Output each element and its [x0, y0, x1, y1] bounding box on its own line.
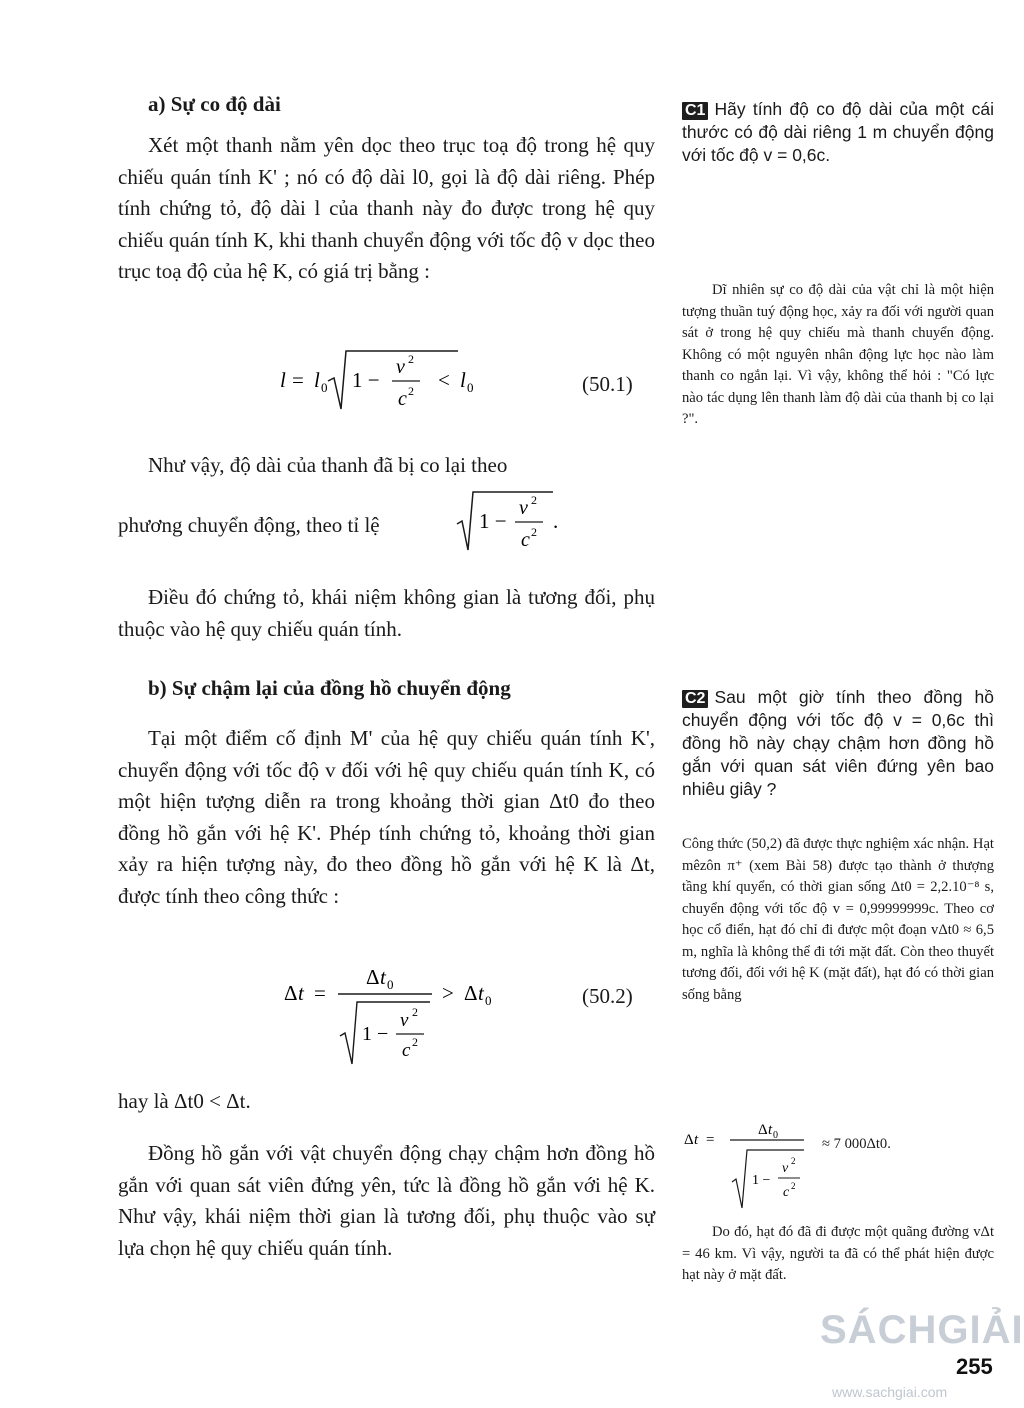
- svg-text:t: t: [478, 981, 484, 1005]
- watermark-url: www.sachgiai.com: [832, 1384, 948, 1400]
- svg-text:1 −: 1 −: [362, 1023, 389, 1045]
- svg-text:v: v: [400, 1010, 409, 1031]
- svg-text:Δ: Δ: [366, 965, 380, 989]
- svg-text:2: 2: [531, 525, 537, 539]
- sidebar-formula: [682, 1114, 812, 1214]
- svg-text:2: 2: [791, 1156, 796, 1166]
- svg-text:l: l: [314, 368, 320, 392]
- svg-text:Δ: Δ: [758, 1122, 768, 1138]
- section-a-paragraph-3: Điều đó chứng tỏ, khái niệm không gian là tương đối, phụ thuộc vào hệ quy chiếu quán tính.: [118, 585, 655, 641]
- c2-badge: C2: [682, 690, 708, 708]
- svg-text:2: 2: [412, 1035, 418, 1049]
- svg-text:=: =: [292, 368, 304, 392]
- svg-text:v: v: [396, 356, 405, 378]
- svg-text:t: t: [380, 965, 386, 989]
- svg-text:1 −: 1 −: [479, 509, 507, 533]
- svg-text:Δ: Δ: [464, 981, 478, 1005]
- section-b-hay-la: hay là Δt0 < Δt.: [118, 1089, 251, 1113]
- c1-badge: C1: [682, 102, 708, 120]
- section-b-heading: b) Sự chậm lại của đồng hồ chuyển động: [148, 676, 511, 700]
- watermark-logo: SÁCHGIẢI: [820, 1308, 1024, 1352]
- ratio-sqrt-expression: [455, 484, 565, 554]
- sidebar-note-3: Do đó, hạt đó đã đi được một quãng đường vΔt = 46 km. Vì vậy, người ta đã có thể phát hiện được hạt này ở mặt đất.: [682, 1224, 994, 1283]
- svg-text:c: c: [783, 1185, 790, 1200]
- formula-50-2: [282, 958, 512, 1070]
- svg-text:=: =: [706, 1132, 715, 1148]
- svg-text:=: =: [314, 981, 326, 1005]
- sidebar-note-1: Dĩ nhiên sự co độ dài của vật chỉ là một hiện tượng thuần tuý động học, xảy ra đối với người quan sát ở trong hệ quy chiếu mà thanh chuyển động. Không có một nguyên nhân động lực học nào làm thanh co ngắn lại. Vì vậy, không thể hỏi : "Có lực nào tác dụng lên thanh làm độ dài của thanh bị co lại ?".: [682, 282, 994, 427]
- question-c2: [682, 686, 994, 801]
- svg-text:1 −: 1 −: [352, 368, 380, 392]
- svg-text:.: .: [553, 509, 559, 533]
- svg-text:c: c: [521, 529, 530, 551]
- svg-text:1 −: 1 −: [752, 1173, 771, 1188]
- page-number: 255: [956, 1354, 993, 1379]
- section-a-paragraph-1: Xét một thanh nằm yên dọc theo trục toạ độ trong hệ quy chiếu quán tính K' ; nó có độ dài l0, gọi là độ dài riêng. Phép tính chứng tỏ, độ dài l của thanh này đo được trong hệ quy chiếu quán tính K, khi thanh chuyển động với tốc độ v dọc theo trục toạ độ của hệ K, có giá trị bằng :: [118, 133, 655, 283]
- formula-50-1: [278, 345, 498, 415]
- svg-text:c: c: [398, 388, 407, 410]
- svg-text:2: 2: [531, 493, 537, 507]
- svg-text:Δ: Δ: [284, 981, 298, 1005]
- section-a-paragraph-2-end: phương chuyển động, theo tỉ lệ: [118, 513, 380, 537]
- svg-text:>: >: [442, 981, 454, 1005]
- svg-text:t: t: [694, 1132, 699, 1148]
- svg-text:<: <: [438, 368, 450, 392]
- svg-text:t: t: [768, 1122, 773, 1138]
- svg-text:2: 2: [412, 1005, 418, 1019]
- svg-text:l: l: [460, 368, 466, 392]
- svg-text:0: 0: [321, 380, 328, 395]
- c2-text: Sau một giờ tính theo đồng hồ chuyển động với tốc độ v = 0,6c thì đồng hồ này chạy chậm hơn đồng hồ gắn với quan sát viên đứng yên bao nhiêu giây ?: [682, 687, 994, 799]
- svg-text:0: 0: [485, 993, 492, 1008]
- svg-text:0: 0: [467, 380, 474, 395]
- section-a-heading: a) Sự co độ dài: [148, 92, 281, 116]
- formula-50-2-number: (50.2): [582, 984, 633, 1008]
- c1-text: Hãy tính độ co độ dài của một cái thước có độ dài riêng 1 m chuyển động với tốc độ v = 0,6c.: [682, 99, 994, 165]
- svg-text:c: c: [402, 1040, 411, 1061]
- section-b-paragraph-1: Tại một điểm cố định M' của hệ quy chiếu quán tính K', chuyển động với tốc độ v đối với hệ quy chiếu quán tính K, có một hiện tượng diễn ra trong khoảng thời gian Δt0 đo theo đồng hồ gắn với hệ K'. Phép tính chứng tỏ, khoảng thời gian xảy ra hiện tượng này, đo theo đồng hồ gắn với hệ K là Δt, được tính theo công thức :: [118, 726, 655, 908]
- section-a-paragraph-2-start: Như vậy, độ dài của thanh đã bị co lại theo: [148, 453, 508, 477]
- formula-50-1-number: (50.1): [582, 372, 633, 396]
- question-c1: [682, 98, 994, 167]
- svg-text:2: 2: [791, 1181, 796, 1191]
- svg-text:Δ: Δ: [684, 1132, 694, 1148]
- svg-text:l: l: [280, 368, 286, 392]
- svg-text:v: v: [519, 497, 528, 519]
- svg-text:2: 2: [408, 384, 414, 398]
- section-b-paragraph-2: Đồng hồ gắn với vật chuyển động chạy chậm hơn đồng hồ gắn với quan sát viên đứng yên, tức là đồng hồ gắn với hệ K. Như vậy, khái niệm thời gian là tương đối, phụ thuộc vào sự lựa chọn hệ quy chiếu quán tính.: [118, 1141, 655, 1260]
- svg-text:2: 2: [408, 352, 414, 366]
- svg-text:0: 0: [773, 1130, 778, 1141]
- sidebar-formula-result: ≈ 7 000Δt0.: [822, 1136, 891, 1152]
- svg-text:v: v: [782, 1161, 789, 1176]
- svg-text:0: 0: [387, 977, 394, 992]
- sidebar-note-2: Công thức (50,2) đã được thực nghiệm xác nhận. Hạt mêzôn π⁺ (xem Bài 58) được tạo thành ở thượng tầng khí quyển, có thời gian sống Δt0 = 2,2.10⁻⁸ s, chuyển động với tốc độ v = 0,99999999c. Theo cơ học cổ điển, hạt đó chỉ đi được một đoạn vΔt0 ≈ 6,5 m, nghĩa là không thể đi tới mặt đất. Còn theo thuyết tương đối, đối với hệ K (mặt đất), hạt đó có thời gian sống bằng: [682, 836, 994, 1003]
- svg-text:t: t: [298, 981, 304, 1005]
